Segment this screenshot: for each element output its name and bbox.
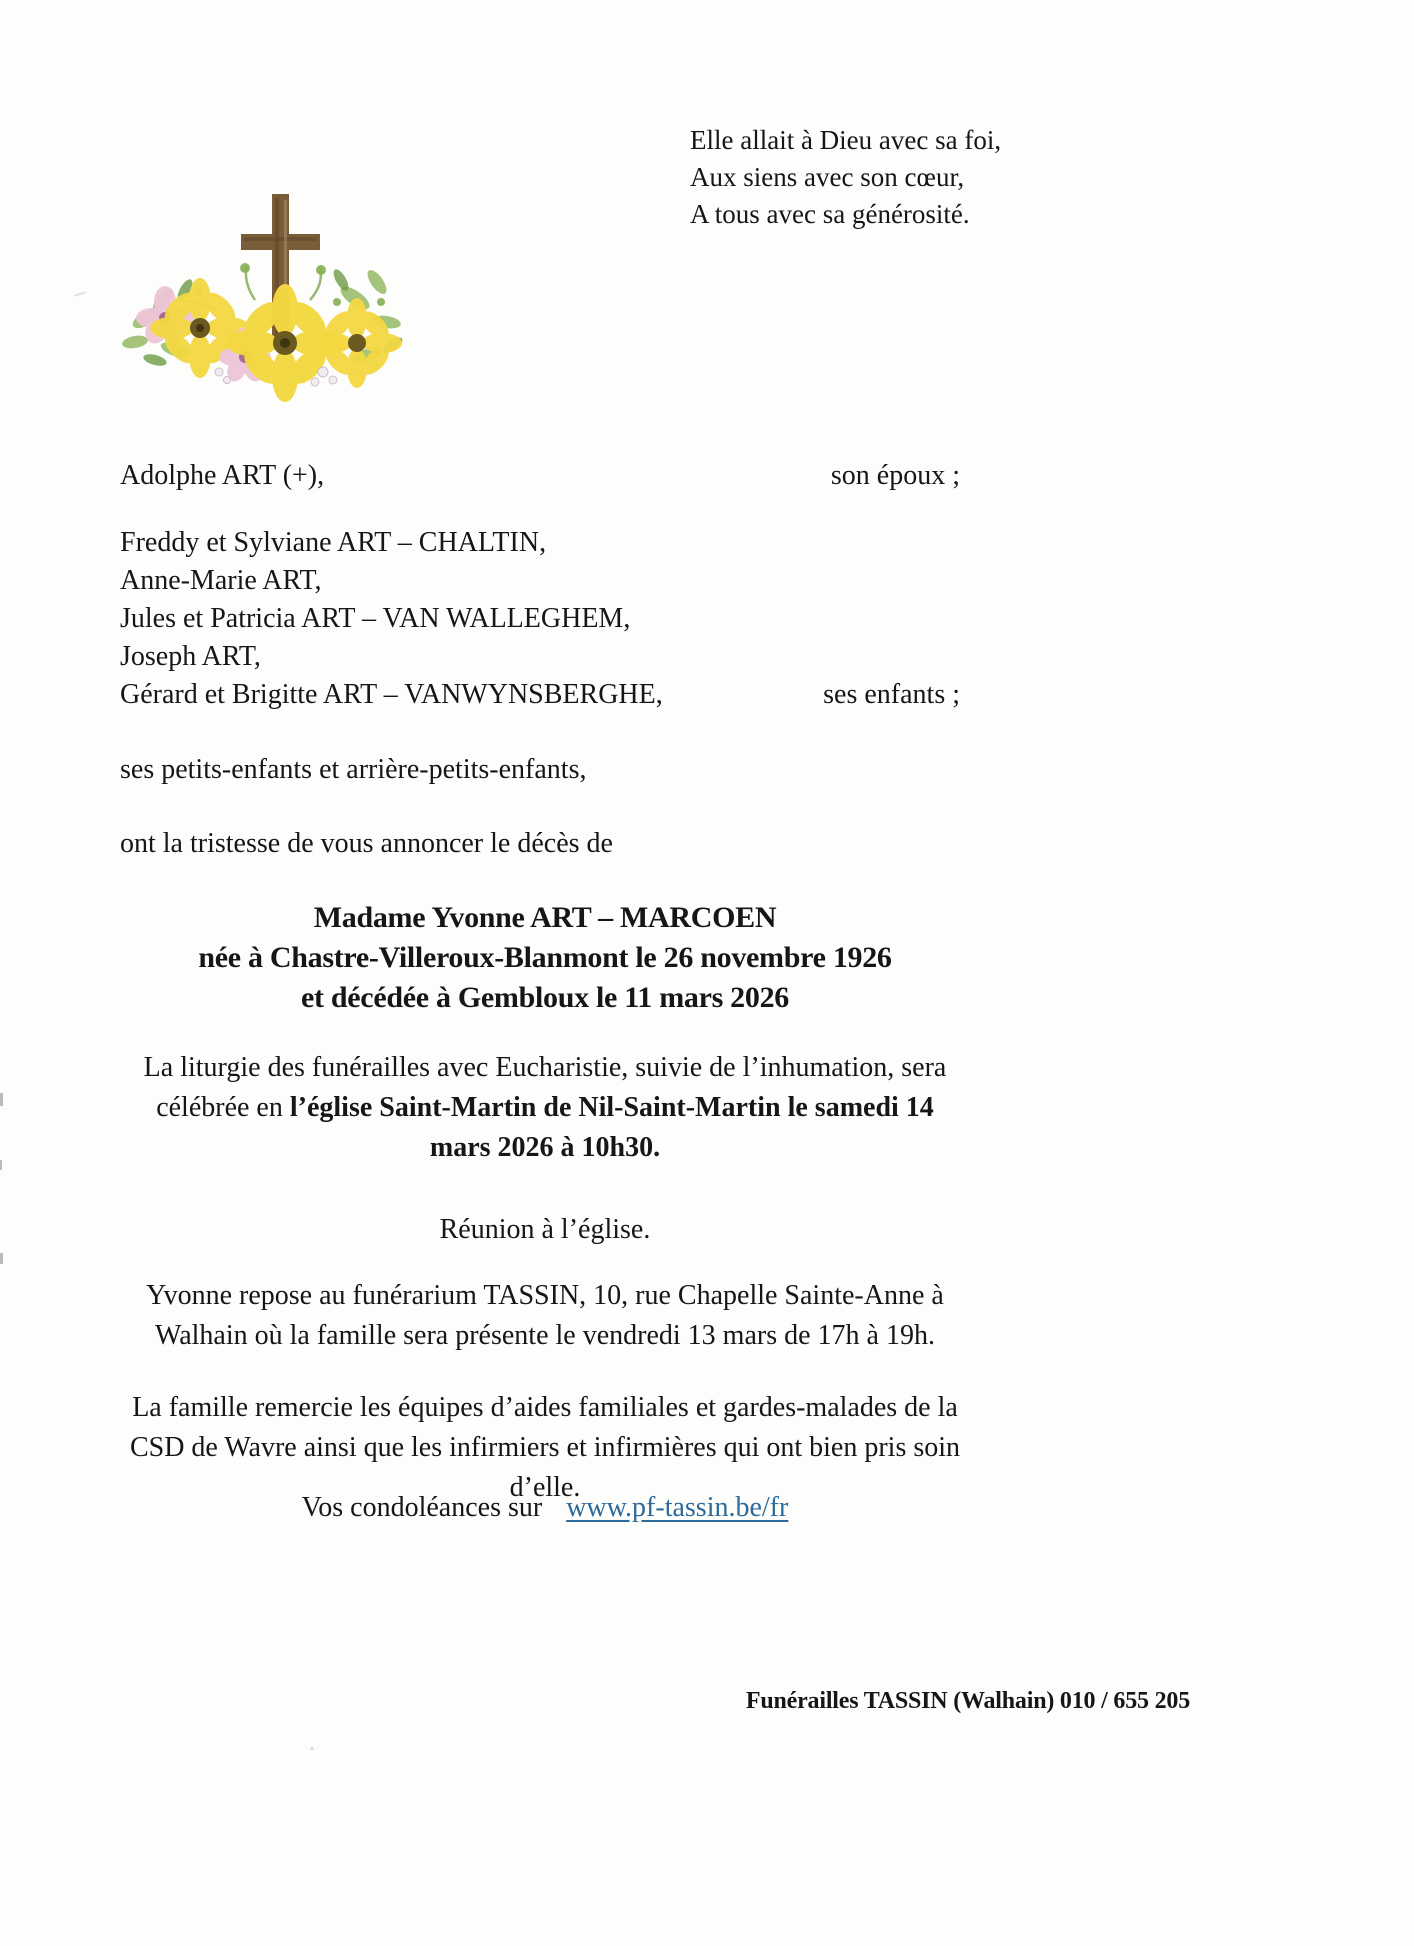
epigraph-line-1: Elle allait à Dieu avec sa foi, (690, 125, 1002, 155)
meeting-line: Réunion à l’église. (439, 1214, 651, 1245)
deceased-name: Madame Yvonne ART – MARCOEN (313, 901, 777, 934)
condolences-line (120, 1490, 970, 1526)
ceremony-details-bold: l’église Saint-Martin de Nil-Saint-Martin le samedi 14 mars 2026 à 10h30. (289, 1092, 934, 1163)
thanks-paragraph: La famille remercie les équipes d’aides familiales et gardes-malades de la CSD de Wavre ainsi que les infirmiers et infirmières qui ont bien pris soin d’elle. (129, 1392, 961, 1503)
child-line: Gérard et Brigitte ART – VANWYNSBERGHE, (120, 679, 663, 710)
epigraph-line-3: A tous avec sa générosité. (690, 199, 970, 229)
epigraph (690, 122, 1150, 233)
child-line: Jules et Patricia ART – VAN WALLEGHEM, (120, 603, 631, 634)
repose-paragraph: Yvonne repose au funérarium TASSIN, 10, rue Chapelle Sainte-Anne à Walhain où la famille sera présente le vendredi 13 mars de 17h à 19h. (146, 1280, 944, 1351)
cross-with-flowers-image (105, 150, 405, 402)
deceased-birth: née à Chastre-Villeroux-Blanmont le 26 novembre 1926 (198, 941, 892, 974)
funeral-home-footer: Funérailles TASSIN (Walhain) 010 / 655 205 (745, 1688, 1190, 1714)
scan-artifact (74, 291, 86, 297)
condolences-website-link[interactable]: www.pf-tassin.be/fr (566, 1492, 789, 1523)
condolences-label: Vos condoléances sur (301, 1492, 543, 1523)
scan-artifact (310, 1747, 314, 1750)
husband-row (120, 458, 960, 494)
husband-relation: son époux ; (830, 460, 960, 491)
child-line: Freddy et Sylviane ART – CHALTIN, (120, 527, 547, 558)
deceased-headline (120, 898, 970, 1018)
child-line: Anne-Marie ART, (120, 565, 322, 596)
husband-name: Adolphe ART (+), (120, 460, 325, 491)
ceremony-paragraph (135, 1048, 955, 1168)
grandchildren-line: ses petits-enfants et arrière-petits-enfants, (120, 754, 587, 785)
epigraph-line-2: Aux siens avec son cœur, (690, 162, 965, 192)
scan-artifact (0, 1160, 2, 1170)
children-list (120, 524, 960, 714)
child-line: Joseph ART, (120, 641, 261, 672)
cross-with-flowers-icon (105, 150, 405, 402)
children-relation: ses enfants ; (823, 679, 960, 710)
announcement-intro: ont la tristesse de vous annoncer le décès de (120, 828, 613, 859)
scan-artifact (0, 1093, 3, 1106)
ceremony-text: La liturgie des funérailles avec Eucharistie, suivie de l’inhumation, sera célébrée en (143, 1052, 947, 1123)
scan-artifact (0, 1253, 3, 1264)
deceased-death: et décédée à Gembloux le 11 mars 2026 (301, 981, 789, 1014)
